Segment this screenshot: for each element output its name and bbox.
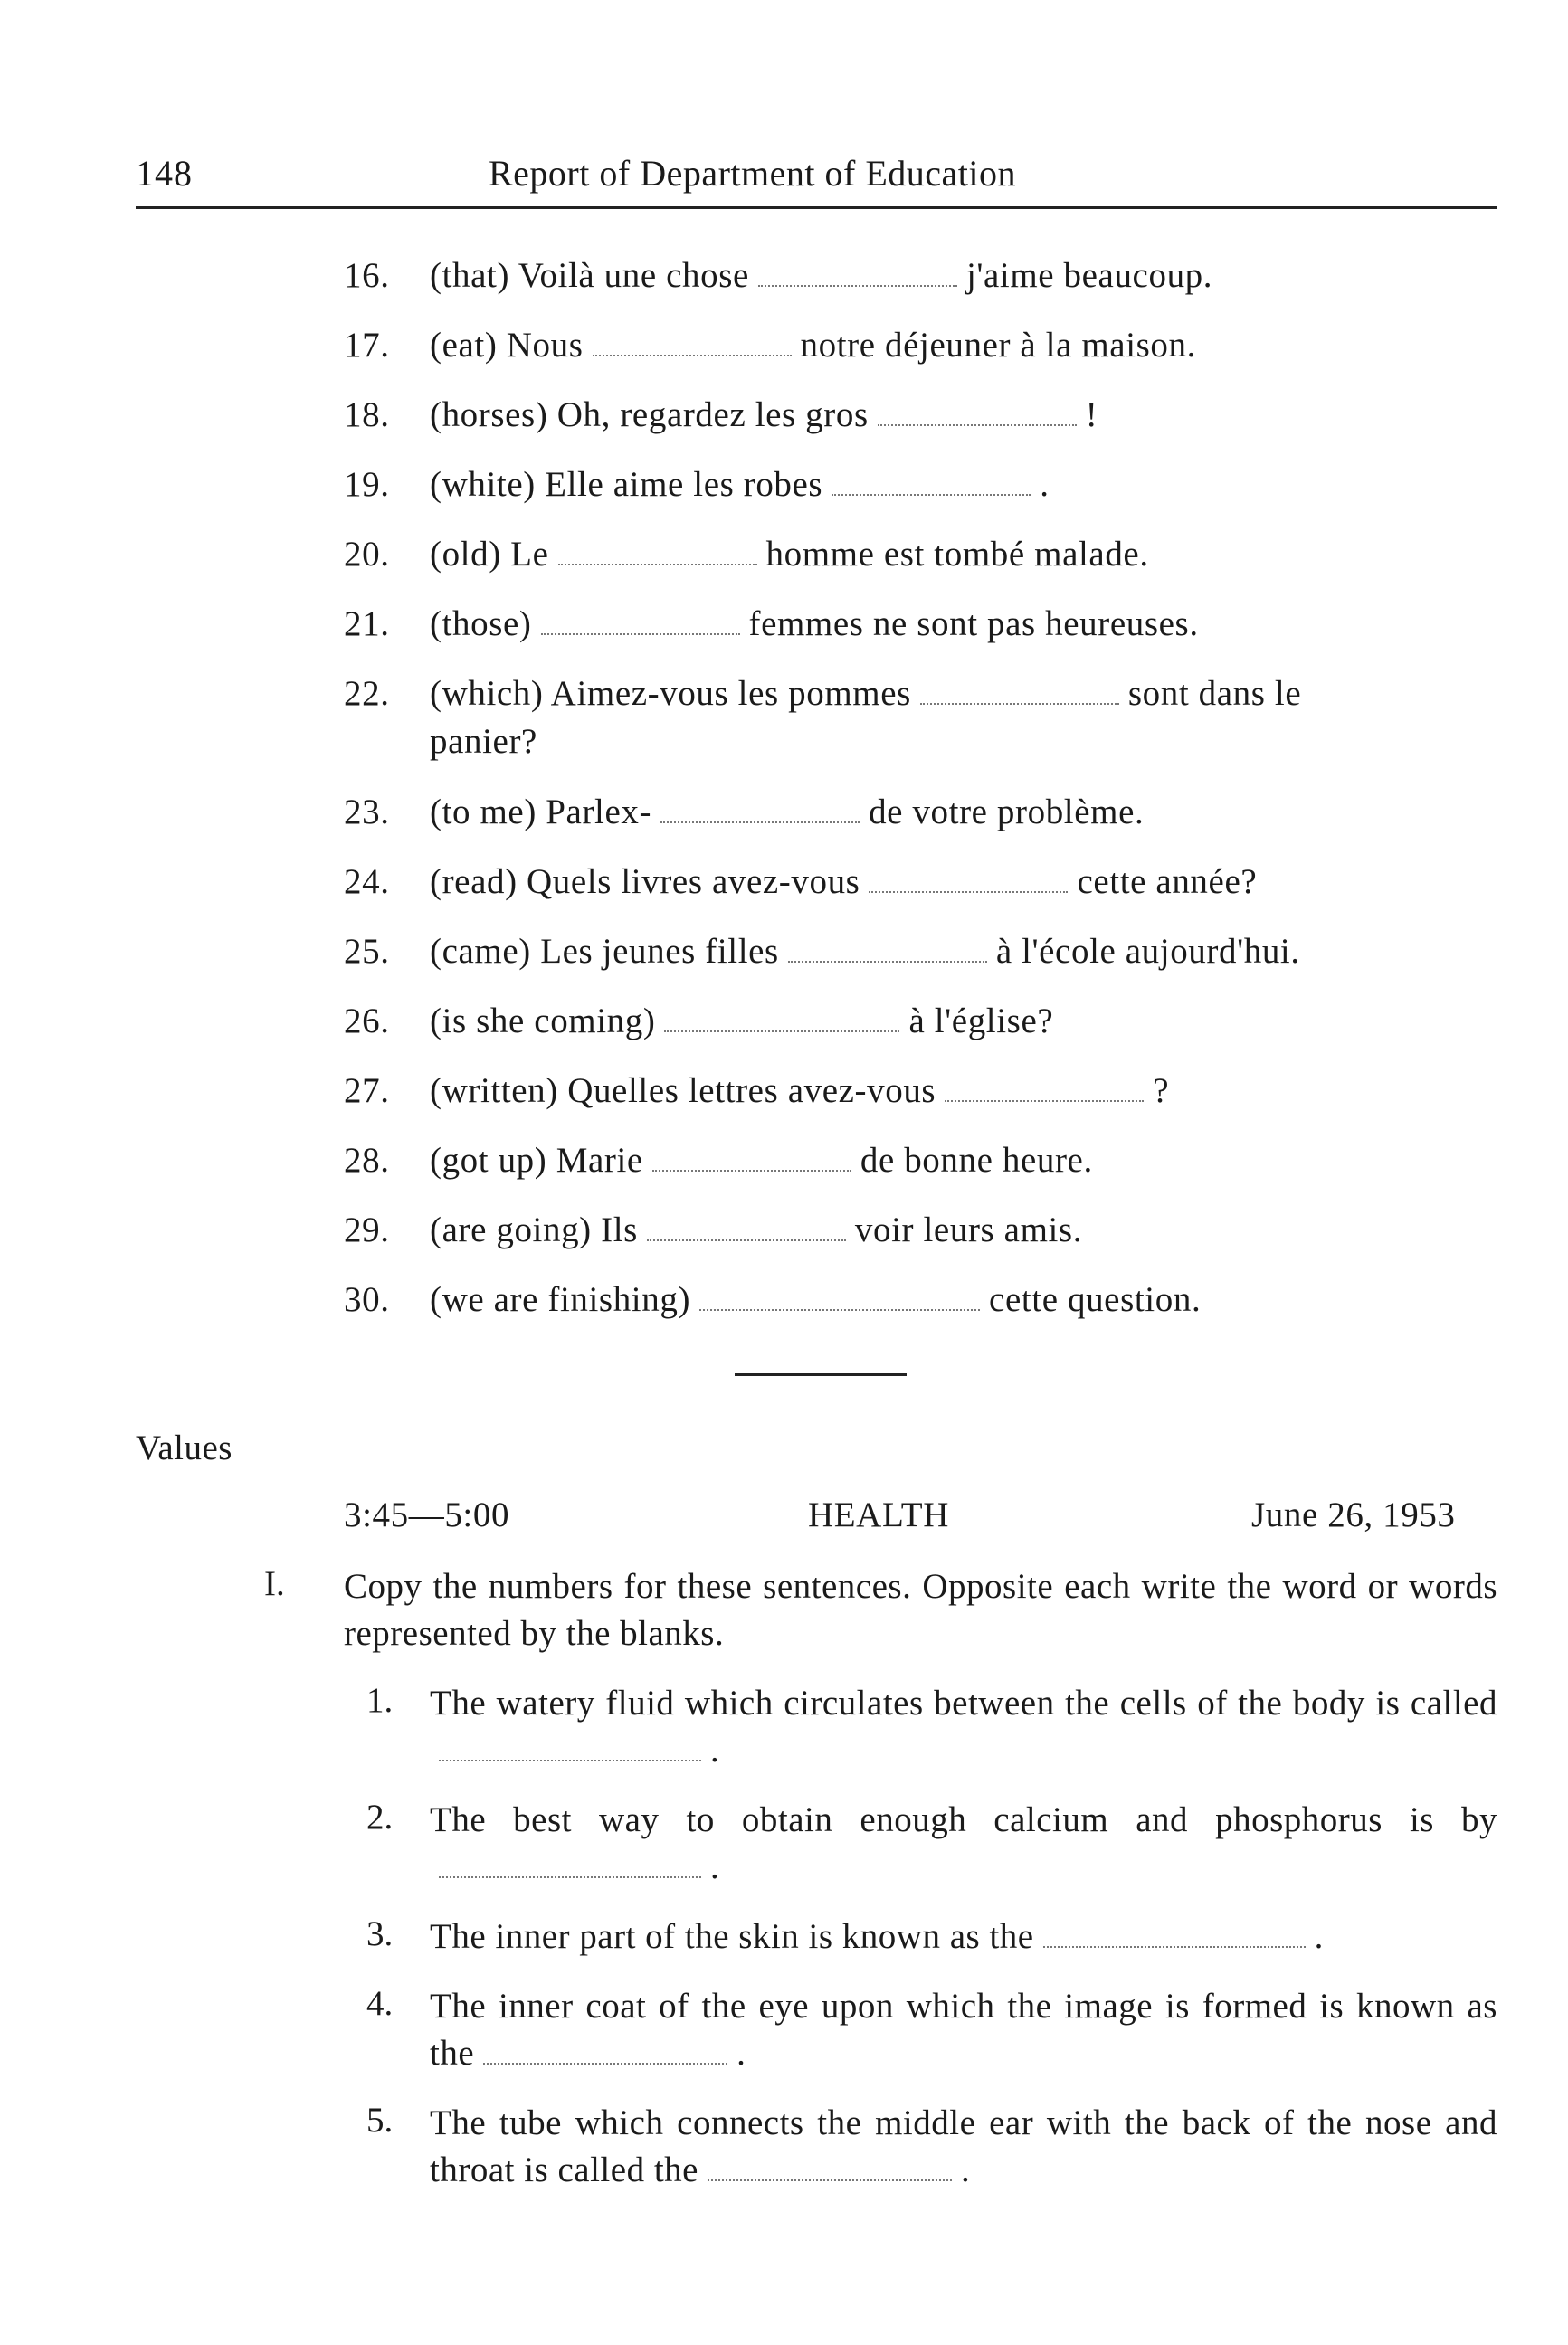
french-item bbox=[344, 1279, 1201, 1324]
answer-blank bbox=[758, 284, 957, 287]
item-ending: . bbox=[736, 2034, 746, 2073]
item-number: 20. bbox=[344, 535, 390, 574]
french-item bbox=[344, 1070, 1169, 1116]
item-prompt: (got up) Marie bbox=[430, 1141, 643, 1180]
page-header bbox=[136, 152, 1497, 206]
answer-blank bbox=[664, 1030, 899, 1032]
item-prompt: (white) Elle aime les robes bbox=[430, 465, 823, 504]
item-number: 21. bbox=[344, 604, 390, 643]
french-item bbox=[344, 673, 1301, 718]
french-item bbox=[344, 603, 1199, 649]
french-item bbox=[344, 861, 1257, 907]
item-ending: ? bbox=[1153, 1071, 1170, 1110]
french-item bbox=[344, 325, 1196, 370]
answer-blank bbox=[708, 2179, 952, 2181]
item-prompt: (are going) Ils bbox=[430, 1210, 638, 1249]
answer-blank bbox=[652, 1169, 851, 1172]
item-prompt: (is she coming) bbox=[430, 1002, 656, 1040]
french-item bbox=[344, 1001, 1053, 1046]
answer-blank bbox=[660, 821, 860, 823]
item-prompt: (to me) Parlex- bbox=[430, 793, 652, 831]
french-item bbox=[344, 464, 1050, 509]
item-continuation: panier? bbox=[430, 722, 537, 761]
item-prompt: (eat) Nous bbox=[430, 326, 584, 365]
answer-blank bbox=[878, 423, 1077, 426]
item-number: 24. bbox=[344, 862, 390, 901]
item-ending: . bbox=[1040, 465, 1050, 504]
answer-blank bbox=[541, 632, 740, 635]
answer-blank bbox=[920, 702, 1119, 705]
french-item bbox=[344, 255, 1212, 300]
item-number: 2. bbox=[366, 1798, 394, 1837]
item-number: 1. bbox=[366, 1681, 394, 1720]
item-ending: à l'église? bbox=[908, 1002, 1054, 1040]
answer-blank bbox=[1043, 1945, 1306, 1948]
header-rule bbox=[136, 206, 1497, 209]
item-prompt: (those) bbox=[430, 604, 532, 643]
item-number: 30. bbox=[344, 1280, 390, 1319]
item-ending: . bbox=[1314, 1917, 1324, 1956]
item-number: 26. bbox=[344, 1002, 390, 1040]
page-number: 148 bbox=[136, 153, 193, 194]
item-prompt: (read) Quels livres avez-vous bbox=[430, 862, 860, 901]
item-ending: ! bbox=[1085, 395, 1098, 434]
item-number: 5. bbox=[366, 2101, 394, 2140]
exam-time: 3:45—5:00 bbox=[344, 1495, 510, 1534]
answer-blank bbox=[832, 493, 1031, 496]
item-prompt: The inner coat of the eye upon which the image is formed is known as the bbox=[430, 1987, 1497, 2073]
item-number: 17. bbox=[344, 326, 390, 365]
answer-blank bbox=[483, 2062, 727, 2065]
french-item bbox=[344, 394, 1098, 440]
item-number: 27. bbox=[344, 1071, 390, 1110]
part-number: I. bbox=[264, 1564, 285, 1603]
answer-blank bbox=[945, 1099, 1144, 1102]
answer-blank bbox=[593, 354, 792, 356]
item-ending: femmes ne sont pas heureuses. bbox=[748, 604, 1199, 643]
item-ending: à l'école aujourd'hui. bbox=[995, 932, 1300, 971]
answer-blank bbox=[647, 1239, 846, 1241]
item-prompt: The watery fluid which circulates between the cells of the body is called bbox=[430, 1684, 1497, 1723]
exam-date: June 26, 1953 bbox=[1251, 1495, 1456, 1534]
item-ending: homme est tombé malade. bbox=[765, 535, 1149, 574]
french-item bbox=[344, 1140, 1093, 1185]
item-ending: de votre problème. bbox=[869, 793, 1145, 831]
item-number: 18. bbox=[344, 395, 390, 434]
answer-blank bbox=[699, 1308, 980, 1311]
item-number: 22. bbox=[344, 674, 390, 713]
item-prompt: (came) Les jeunes filles bbox=[430, 932, 779, 971]
item-ending: j'aime beaucoup. bbox=[965, 256, 1213, 295]
answer-blank bbox=[439, 1759, 701, 1761]
item-number: 25. bbox=[344, 932, 390, 971]
answer-blank bbox=[439, 1875, 701, 1878]
item-prompt: (which) Aimez-vous les pommes bbox=[430, 674, 911, 713]
item-ending: sont dans le bbox=[1127, 674, 1302, 713]
item-prompt: (we are finishing) bbox=[430, 1280, 691, 1319]
answer-blank bbox=[558, 563, 757, 565]
item-number: 28. bbox=[344, 1141, 390, 1180]
running-head: Report of Department of Education bbox=[489, 153, 1016, 194]
health-item bbox=[430, 1680, 1497, 1774]
item-number: 29. bbox=[344, 1210, 390, 1249]
french-item bbox=[344, 534, 1149, 579]
item-ending: notre déjeuner à la maison. bbox=[800, 326, 1196, 365]
values-label: Values bbox=[136, 1429, 233, 1467]
item-prompt: The best way to obtain enough calcium and phosphorus is by bbox=[430, 1800, 1497, 1839]
item-ending: . bbox=[710, 1847, 720, 1886]
french-item bbox=[344, 931, 1300, 976]
item-prompt: (old) Le bbox=[430, 535, 549, 574]
answer-blank bbox=[869, 890, 1068, 893]
item-prompt: (that) Voilà une chose bbox=[430, 256, 749, 295]
item-number: 3. bbox=[366, 1914, 394, 1953]
item-ending: voir leurs amis. bbox=[854, 1210, 1083, 1249]
item-number: 19. bbox=[344, 465, 390, 504]
item-ending: cette question. bbox=[989, 1280, 1202, 1319]
french-item bbox=[344, 792, 1144, 837]
section-separator bbox=[735, 1373, 907, 1376]
item-prompt: (horses) Oh, regardez les gros bbox=[430, 395, 869, 434]
health-item bbox=[430, 2100, 1497, 2194]
item-ending: de bonne heure. bbox=[860, 1141, 1093, 1180]
item-prompt: The inner part of the skin is known as the bbox=[430, 1917, 1034, 1956]
item-ending: . bbox=[960, 2150, 971, 2189]
item-ending: cette année? bbox=[1077, 862, 1258, 901]
item-prompt: (written) Quelles lettres avez-vous bbox=[430, 1071, 936, 1110]
item-prompt: The tube which connects the middle ear with the back of the nose and throat is called the bbox=[430, 2103, 1497, 2189]
item-number: 16. bbox=[344, 256, 390, 295]
exam-subject: HEALTH bbox=[808, 1495, 949, 1534]
item-number: 4. bbox=[366, 1984, 394, 2023]
french-item bbox=[344, 1210, 1082, 1255]
health-item bbox=[430, 1797, 1497, 1891]
health-item bbox=[430, 1913, 1497, 1960]
part-instructions: Copy the numbers for these sentences. Opposite each write the word or words represented by the blanks. bbox=[344, 1567, 1497, 1653]
item-number: 23. bbox=[344, 793, 390, 831]
health-item bbox=[430, 1983, 1497, 2077]
answer-blank bbox=[788, 960, 987, 963]
item-ending: . bbox=[710, 1731, 720, 1770]
